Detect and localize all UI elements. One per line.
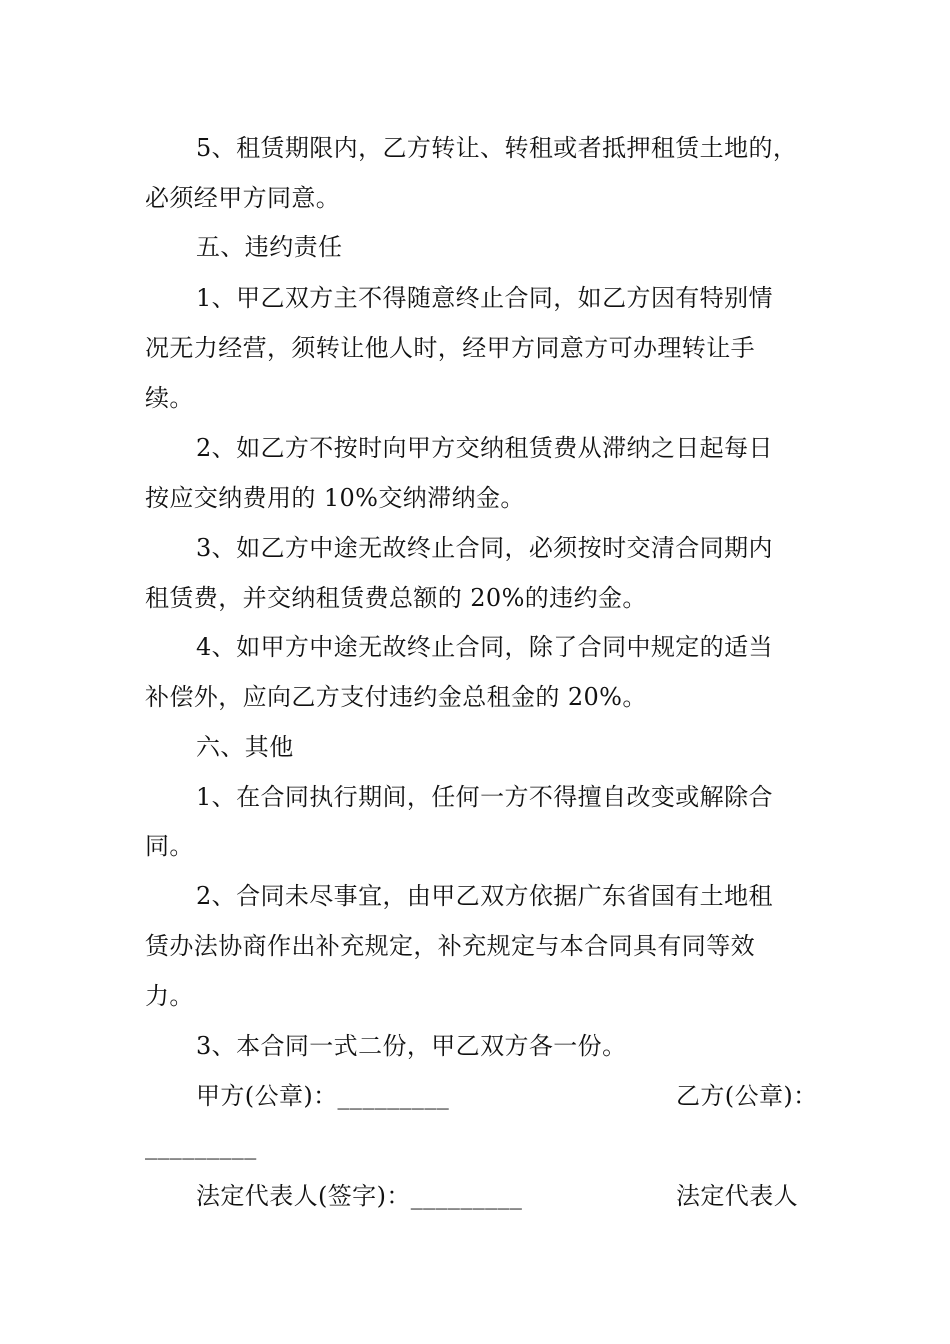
party-b-seal-label: 乙方(公章)： (676, 1082, 818, 1110)
clause-6-1-line-2: 同。 (145, 832, 194, 860)
clause-6-3-line-1: 3、本合同一式二份，甲乙双方各一份。 (196, 1032, 627, 1060)
clause-6-2-line-2: 赁办法协商作出补充规定，补充规定与本合同具有同等效 (145, 932, 755, 960)
section-heading-breach: 五、违约责任 (196, 233, 343, 261)
clause-5-2-line-2: 按应交纳费用的 10%交纳滞纳金。 (145, 484, 525, 512)
party-a-representative-field: 法定代表人(签字)：_________ (196, 1182, 523, 1210)
clause-5-4-line-2: 补偿外，应向乙方支付违约金总租金的 20%。 (145, 683, 647, 711)
clause-5-1-line-3: 续。 (145, 384, 194, 412)
clause-4-5-line-1: 5、租赁期限内，乙方转让、转租或者抵押租赁土地的， (196, 134, 798, 162)
clause-5-1-line-1: 1、甲乙双方主不得随意终止合同，如乙方因有特别情 (196, 284, 773, 312)
clause-5-3-line-2: 租赁费，并交纳租赁费总额的 20%的违约金。 (145, 584, 647, 612)
party-a-seal-field: 甲方(公章)：_________ (196, 1082, 450, 1110)
clause-6-1-line-1: 1、在合同执行期间，任何一方不得擅自改变或解除合 (196, 783, 773, 811)
section-heading-other: 六、其他 (196, 733, 294, 761)
clause-5-4-line-1: 4、如甲方中途无故终止合同，除了合同中规定的适当 (196, 633, 773, 661)
clause-4-5-line-2: 必须经甲方同意。 (145, 184, 341, 212)
clause-5-2-line-1: 2、如乙方不按时向甲方交纳租赁费从滞纳之日起每日 (196, 434, 773, 462)
party-b-representative-label: 法定代表人 (676, 1182, 798, 1210)
clause-5-1-line-2: 况无力经营，须转让他人时，经甲方同意方可办理转让手 (145, 334, 755, 362)
clause-6-2-line-3: 力。 (145, 982, 194, 1010)
party-b-seal-blank: _________ (145, 1132, 257, 1160)
clause-6-2-line-1: 2、合同未尽事宜，由甲乙双方依据广东省国有土地租 (196, 882, 773, 910)
clause-5-3-line-1: 3、如乙方中途无故终止合同，必须按时交清合同期内 (196, 534, 773, 562)
